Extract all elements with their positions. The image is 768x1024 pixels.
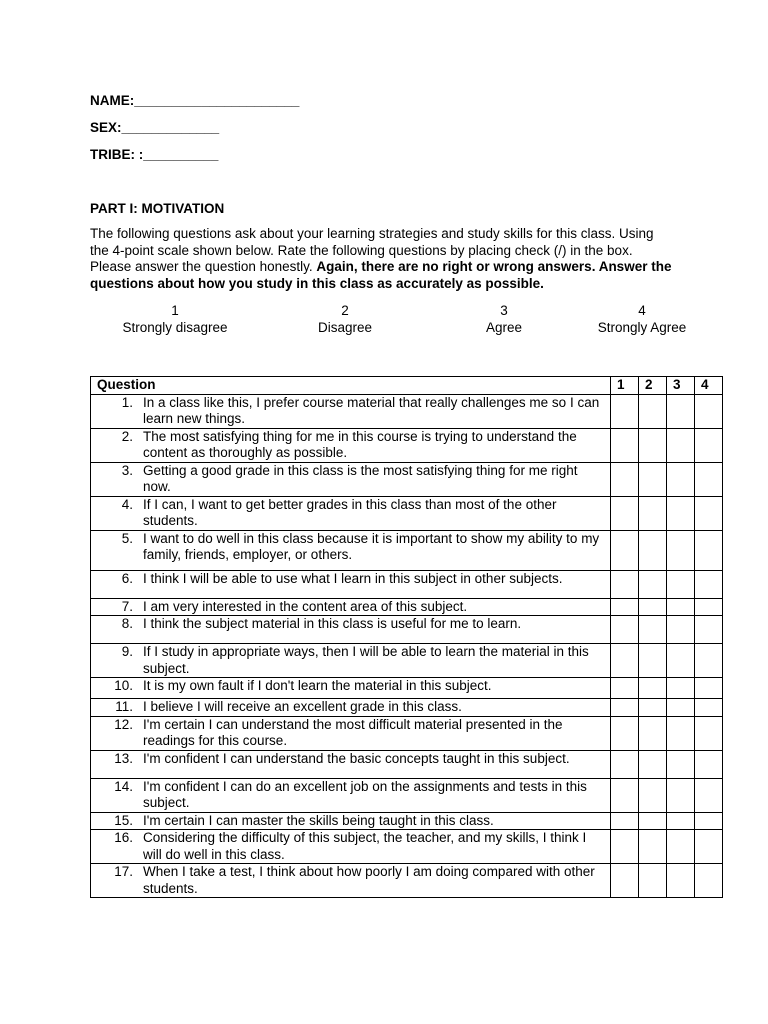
rating-box-1[interactable] — [611, 530, 639, 570]
rating-box-1[interactable] — [611, 864, 639, 898]
table-row — [91, 778, 723, 812]
rating-box-1[interactable] — [611, 678, 639, 699]
table-row — [91, 428, 723, 462]
rating-box-3[interactable] — [667, 462, 695, 496]
rating-box-2[interactable] — [639, 394, 667, 428]
rating-box-1[interactable] — [611, 598, 639, 616]
table-row — [91, 750, 723, 778]
rating-box-3[interactable] — [667, 716, 695, 750]
question-text: It is my own fault if I don't learn the material in this subject. — [143, 678, 492, 693]
question-text: The most satisfying thing for me in this course is trying to understand the content as thoroughly as possible. — [143, 428, 577, 460]
rating-box-1[interactable] — [611, 750, 639, 778]
rating-box-3[interactable] — [667, 530, 695, 570]
instructions — [90, 226, 675, 292]
question-number: 9. — [121, 644, 133, 659]
table-row — [91, 570, 723, 598]
rating-box-1[interactable] — [611, 644, 639, 678]
tribe-field[interactable]: TRIBE: :__________ — [90, 147, 219, 162]
rating-box-3[interactable] — [667, 699, 695, 717]
question-cell — [91, 462, 611, 496]
rating-box-3[interactable] — [667, 616, 695, 644]
scale-label: Strongly Agree — [597, 320, 687, 335]
rating-box-3[interactable] — [667, 394, 695, 428]
question-cell — [91, 864, 611, 898]
question-number: 12. — [114, 716, 133, 732]
question-text: I'm certain I can understand the most difficult material presented in the readings for this course. — [143, 716, 563, 748]
question-number: 4. — [121, 496, 133, 512]
sex-field[interactable]: SEX:_____________ — [90, 120, 220, 135]
question-number: 10. — [114, 678, 133, 693]
table-row — [91, 830, 723, 864]
rating-box-2[interactable] — [639, 678, 667, 699]
question-column-header: Question — [91, 377, 611, 395]
column-header-1: 1 — [611, 377, 639, 395]
question-cell — [91, 778, 611, 812]
table-row — [91, 394, 723, 428]
rating-box-2[interactable] — [639, 699, 667, 717]
rating-box-2[interactable] — [639, 598, 667, 616]
rating-box-2[interactable] — [639, 428, 667, 462]
table-row — [91, 598, 723, 616]
rating-box-4[interactable] — [695, 462, 723, 496]
rating-box-4[interactable] — [695, 530, 723, 570]
question-cell — [91, 699, 611, 717]
scale-item-1 — [95, 302, 255, 336]
question-cell — [91, 428, 611, 462]
rating-box-2[interactable] — [639, 644, 667, 678]
column-header-2: 2 — [639, 377, 667, 395]
scale-item-2 — [265, 302, 425, 336]
rating-box-4[interactable] — [695, 678, 723, 699]
rating-box-4[interactable] — [695, 616, 723, 644]
scale-number: 1 — [171, 303, 179, 318]
rating-box-4[interactable] — [695, 644, 723, 678]
question-number: 6. — [121, 570, 133, 586]
questions-table — [90, 376, 723, 898]
rating-box-1[interactable] — [611, 462, 639, 496]
question-cell — [91, 616, 611, 644]
question-number: 17. — [114, 864, 133, 879]
question-number: 7. — [121, 598, 133, 614]
question-number: 2. — [121, 428, 133, 444]
question-text: I'm confident I can do an excellent job on the assignments and tests in this subject. — [143, 778, 587, 810]
table-row — [91, 496, 723, 530]
rating-box-2[interactable] — [639, 716, 667, 750]
question-number: 14. — [114, 778, 133, 794]
question-cell — [91, 530, 611, 570]
scale-number: 4 — [638, 303, 646, 318]
rating-box-2[interactable] — [639, 864, 667, 898]
question-text: If I can, I want to get better grades in this class than most of the other students. — [143, 496, 557, 528]
table-row — [91, 699, 723, 717]
table-row — [91, 530, 723, 570]
rating-box-1[interactable] — [611, 394, 639, 428]
rating-box-3[interactable] — [667, 644, 695, 678]
question-number: 15. — [114, 812, 133, 828]
scale-item-4 — [562, 302, 722, 336]
name-field[interactable]: NAME:______________________ — [90, 93, 300, 108]
rating-box-2[interactable] — [639, 830, 667, 864]
rating-box-3[interactable] — [667, 598, 695, 616]
question-cell — [91, 644, 611, 678]
question-number: 16. — [114, 830, 133, 845]
question-text: When I take a test, I think about how poorly I am doing compared with other students. — [143, 864, 595, 896]
column-header-4: 4 — [695, 377, 723, 395]
rating-box-4[interactable] — [695, 830, 723, 864]
table-row — [91, 644, 723, 678]
question-text: Considering the difficulty of this subject, the teacher, and my skills, I think I will do well in this class. — [143, 830, 587, 862]
scale-label: Strongly disagree — [122, 320, 228, 335]
table-row — [91, 678, 723, 699]
question-number: 1. — [121, 394, 133, 410]
rating-box-1[interactable] — [611, 570, 639, 598]
rating-box-4[interactable] — [695, 496, 723, 530]
rating-box-1[interactable] — [611, 778, 639, 812]
question-cell — [91, 750, 611, 778]
question-cell — [91, 830, 611, 864]
question-cell — [91, 570, 611, 598]
question-cell — [91, 496, 611, 530]
table-row — [91, 864, 723, 898]
rating-box-2[interactable] — [639, 812, 667, 830]
rating-box-2[interactable] — [639, 778, 667, 812]
rating-box-1[interactable] — [611, 616, 639, 644]
question-number: 11. — [115, 699, 133, 714]
table-row — [91, 716, 723, 750]
rating-box-1[interactable] — [611, 496, 639, 530]
question-text: I am very interested in the content area of this subject. — [143, 598, 468, 614]
question-number: 13. — [114, 750, 133, 766]
rating-box-2[interactable] — [639, 616, 667, 644]
rating-box-3[interactable] — [667, 428, 695, 462]
rating-box-3[interactable] — [667, 750, 695, 778]
rating-box-1[interactable] — [611, 830, 639, 864]
question-text: I want to do well in this class because it is important to show my ability to my family, friends, employer, or others. — [143, 530, 600, 562]
instructions-text: The following questions ask about your learning strategies and study skills for this class. Using the 4-point scale shown below. Rate the following questions by placing check (/) in the box. Please answer the question honestly. — [90, 226, 654, 274]
table-row — [91, 812, 723, 830]
question-cell — [91, 394, 611, 428]
rating-box-2[interactable] — [639, 750, 667, 778]
section-title: PART I: MOTIVATION — [90, 201, 225, 216]
rating-box-3[interactable] — [667, 678, 695, 699]
scale-number: 2 — [341, 303, 349, 318]
question-number: 8. — [121, 616, 133, 631]
rating-box-1[interactable] — [611, 428, 639, 462]
rating-box-4[interactable] — [695, 428, 723, 462]
rating-box-2[interactable] — [639, 462, 667, 496]
rating-box-4[interactable] — [695, 778, 723, 812]
question-text: In a class like this, I prefer course material that really challenges me so I can learn new things. — [143, 394, 600, 426]
question-number: 5. — [121, 530, 133, 546]
rating-box-1[interactable] — [611, 812, 639, 830]
scale-number: 3 — [500, 303, 508, 318]
question-number: 3. — [121, 462, 133, 478]
rating-box-3[interactable] — [667, 864, 695, 898]
question-text: If I study in appropriate ways, then I will be able to learn the material in this subject. — [143, 644, 589, 676]
rating-box-3[interactable] — [667, 778, 695, 812]
question-text: I think the subject material in this class is useful for me to learn. — [143, 616, 522, 631]
rating-box-1[interactable] — [611, 699, 639, 717]
table-row — [91, 616, 723, 644]
table-header-row — [91, 377, 723, 395]
scale-label: Disagree — [317, 320, 373, 335]
rating-box-2[interactable] — [639, 570, 667, 598]
rating-box-3[interactable] — [667, 812, 695, 830]
question-text: I'm confident I can understand the basic concepts taught in this subject. — [143, 750, 570, 766]
rating-box-3[interactable] — [667, 570, 695, 598]
rating-box-4[interactable] — [695, 750, 723, 778]
scale-item-3 — [424, 302, 584, 336]
instructions-emphasis: Again, there are no right or wrong answers. Answer the questions about how you study in this class as accurately as possible. — [90, 259, 672, 291]
rating-box-4[interactable] — [695, 864, 723, 898]
rating-box-4[interactable] — [695, 699, 723, 717]
rating-box-4[interactable] — [695, 812, 723, 830]
question-text: I believe I will receive an excellent grade in this class. — [143, 699, 462, 714]
rating-box-3[interactable] — [667, 496, 695, 530]
column-header-3: 3 — [667, 377, 695, 395]
rating-box-2[interactable] — [639, 530, 667, 570]
table-row — [91, 462, 723, 496]
rating-box-1[interactable] — [611, 716, 639, 750]
question-text: Getting a good grade in this class is the most satisfying thing for me right now. — [143, 462, 578, 494]
rating-box-4[interactable] — [695, 570, 723, 598]
rating-box-4[interactable] — [695, 598, 723, 616]
question-cell — [91, 812, 611, 830]
questions-body — [91, 394, 723, 898]
question-text: I think I will be able to use what I learn in this subject in other subjects. — [143, 570, 563, 586]
scale-label: Agree — [485, 320, 523, 335]
question-text: I'm certain I can master the skills being taught in this class. — [143, 812, 494, 828]
rating-box-4[interactable] — [695, 394, 723, 428]
question-cell — [91, 716, 611, 750]
rating-box-2[interactable] — [639, 496, 667, 530]
rating-box-4[interactable] — [695, 716, 723, 750]
question-cell — [91, 598, 611, 616]
rating-box-3[interactable] — [667, 830, 695, 864]
question-cell — [91, 678, 611, 699]
